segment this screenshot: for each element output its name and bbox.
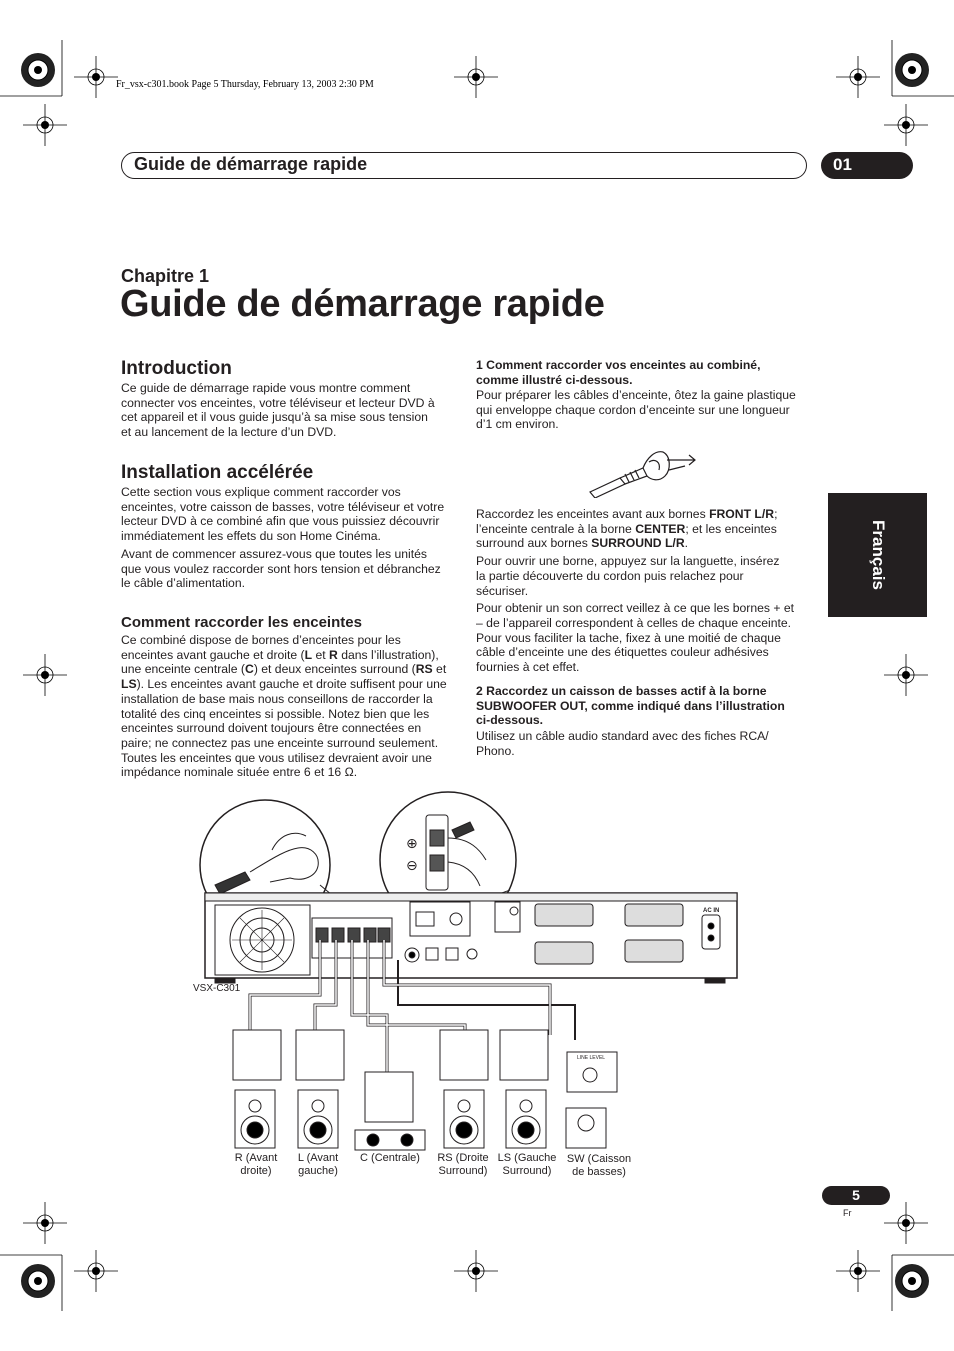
intro-heading: Introduction bbox=[121, 358, 232, 379]
text-line: – de l’appareil correspondent à celles de chaque enceinte. bbox=[476, 615, 792, 630]
caption-l: L (Avant gauche) bbox=[297, 1152, 339, 1177]
text-line: Cette section vous explique comment raccorder vos bbox=[121, 485, 401, 499]
text-line: que vous voulez raccorder sont hors tension et débranchez bbox=[121, 561, 441, 576]
speaker-rs bbox=[444, 1090, 484, 1148]
caption-c: C (Centrale) bbox=[360, 1152, 420, 1164]
text-line: l’enceinte centrale à la borne CENTER; et les enceintes bbox=[476, 521, 777, 536]
text-line: immédiatement les effets du son Home Cinéma. bbox=[121, 529, 381, 544]
text-line: Phono. bbox=[476, 743, 515, 758]
chapter-number-badge: 01 bbox=[821, 152, 913, 179]
text-line: ci-dessous. bbox=[476, 713, 544, 728]
svg-text:⊕: ⊕ bbox=[406, 836, 418, 852]
text-line: connecter vos enceintes, votre téléviseur et lecteur DVD à bbox=[121, 395, 435, 410]
ac-in-label: AC IN bbox=[703, 908, 720, 914]
speaker-r bbox=[235, 1090, 275, 1148]
caption-rs: RS (Droite Surround) bbox=[437, 1152, 489, 1177]
text-line: installation de base mais nous conseillons de raccorder la bbox=[121, 691, 433, 706]
text-line: totalité des cinq enceintes si possible. Notez bien que les bbox=[121, 706, 430, 721]
text-line: sécuriser. bbox=[476, 583, 529, 598]
speakers-heading: Comment raccorder les enceintes bbox=[121, 614, 362, 631]
text-line: qui enveloppe chaque cordon d’enceinte sur une longueur bbox=[476, 402, 790, 417]
language-tab-label: Français bbox=[868, 520, 888, 590]
page-lang: Fr bbox=[843, 1208, 852, 1218]
text-line: Pour vous faciliter la tache, fixez à une moitié de chaque bbox=[476, 630, 781, 645]
connect-text bbox=[476, 507, 821, 675]
install-text bbox=[121, 485, 461, 591]
text-line: cet appareil et il vous guide jusqu’à sa mise sous tension bbox=[121, 410, 428, 425]
text-line: Raccordez les enceintes avant aux bornes FRONT L/R; bbox=[476, 507, 778, 521]
text-line: le câble d’alimentation. bbox=[121, 576, 245, 591]
model-label: VSX-C301 bbox=[193, 983, 241, 994]
text-line: Pour obtenir un son correct veillez à ce que les bornes + et bbox=[476, 601, 795, 616]
intro-text bbox=[121, 381, 456, 440]
text-line: 1 Comment raccorder vos enceintes au combiné, bbox=[476, 358, 761, 372]
print-info: Fr_vsx-c301.book Page 5 Thursday, February 13, 2003 2:30 PM bbox=[116, 79, 374, 90]
speaker-connection-diagram bbox=[190, 790, 750, 1160]
speakers-text bbox=[121, 633, 461, 780]
language-tab bbox=[828, 493, 927, 617]
text-line: 2 Raccordez un caisson de basses actif à la borne bbox=[476, 684, 767, 698]
text-line: comme illustré ci-dessous. bbox=[476, 372, 633, 387]
text-line: Utilisez un câble audio standard avec des fiches RCA/ bbox=[476, 729, 769, 743]
text-line: d’1 cm environ. bbox=[476, 417, 559, 432]
text-line: LS). Les enceintes avant gauche et droite suffisent pour une bbox=[121, 677, 447, 692]
text-line: fournies à cet effet. bbox=[476, 660, 580, 675]
caption-r: R (Avant droite) bbox=[234, 1152, 278, 1177]
svg-text:⊖: ⊖ bbox=[406, 858, 418, 874]
text-line: la partie découverte du cordon puis relachez pour bbox=[476, 568, 744, 583]
speaker-c bbox=[355, 1130, 425, 1150]
install-heading: Installation accélérée bbox=[121, 462, 314, 483]
speaker-ls bbox=[506, 1090, 546, 1148]
step2-heading bbox=[476, 684, 821, 728]
caption-sw: SW (Caisson de basses) bbox=[566, 1153, 632, 1178]
text-line: SUBWOOFER OUT, comme indiqué dans l’illustration bbox=[476, 698, 785, 713]
caption-ls: LS (Gauche Surround) bbox=[497, 1152, 557, 1177]
text-line: Avant de commencer assurez-vous que toutes les unités bbox=[121, 546, 427, 561]
text-line: enceintes, votre caisson de basses, votre téléviseur et votre bbox=[121, 499, 445, 514]
text-line: une enceinte centrale (C) et deux enceintes surround (RS et bbox=[121, 662, 447, 677]
text-line: enceintes avant gauche et droite (L et R dans l’illustration), bbox=[121, 647, 439, 662]
text-line: surround aux bornes SURROUND L/R. bbox=[476, 536, 689, 551]
chapter-label: Chapitre 1 bbox=[121, 266, 210, 286]
line-level-label: LINE LEVEL bbox=[577, 1055, 606, 1061]
text-line: Ce combiné dispose de bornes d’enceintes pour les bbox=[121, 633, 401, 647]
text-line: Toutes les enceintes que vous utilisez devraient avoir une bbox=[121, 750, 432, 765]
page-title: Guide de démarrage rapide bbox=[120, 283, 605, 325]
text-line: et au lancement de la lecture d’un DVD. bbox=[121, 425, 337, 440]
text-line: paire; ne connectez pas une enceinte surround seulement. bbox=[121, 735, 439, 750]
text-line: impédance nominale située entre 6 et 16 Ω. bbox=[121, 765, 358, 780]
wire-strip-illustration bbox=[585, 440, 700, 498]
text-line: enceintes surround doivent toujours être connectées en bbox=[121, 721, 422, 736]
step1-heading bbox=[476, 358, 816, 387]
page-number: 5 bbox=[822, 1186, 890, 1205]
text-line: Ce guide de démarrage rapide vous montre comment bbox=[121, 381, 411, 395]
text-line: lecteur DVD à ce combiné afin que vous puissiez découvrir bbox=[121, 514, 440, 529]
step1-text bbox=[476, 388, 821, 432]
text-line: Pour préparer les câbles d’enceinte, ôtez la gaine plastique bbox=[476, 388, 796, 402]
subwoofer bbox=[566, 1108, 606, 1148]
header-title: Guide de démarrage rapide bbox=[134, 154, 368, 174]
text-line: Pour ouvrir une borne, appuyez sur la languette, insérez bbox=[476, 554, 780, 569]
speaker-l bbox=[298, 1090, 338, 1148]
text-line: câble d’enceinte une des étiquettes couleur adhésives bbox=[476, 645, 769, 660]
step2-text bbox=[476, 729, 821, 758]
